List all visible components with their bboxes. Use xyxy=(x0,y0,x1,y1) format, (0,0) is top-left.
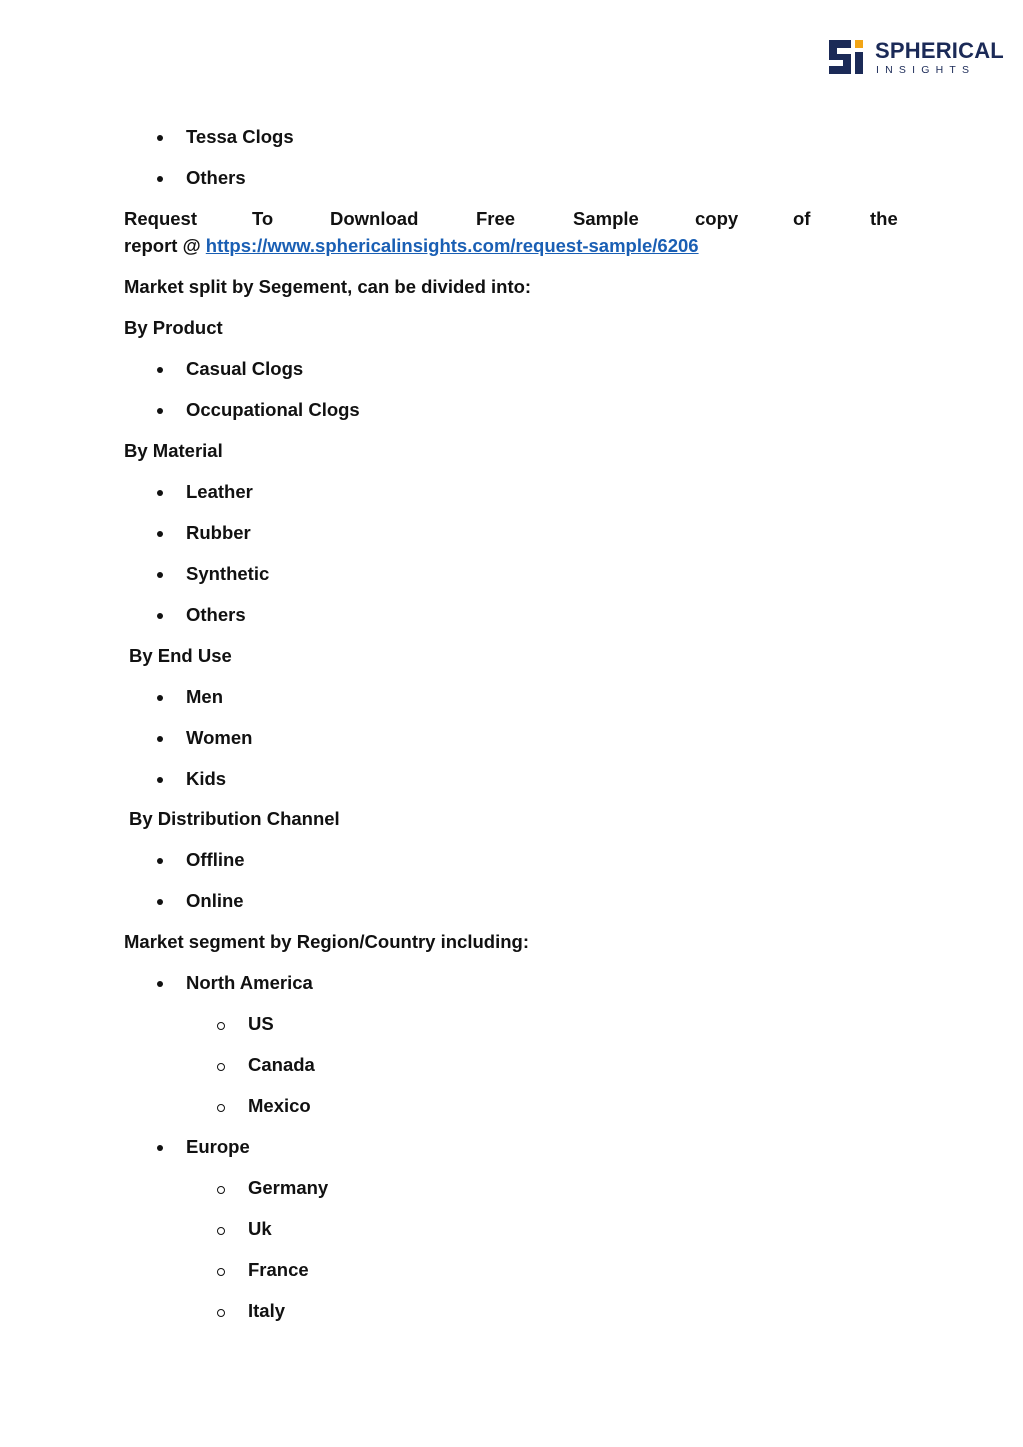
list-item-synthetic: Synthetic xyxy=(186,563,270,584)
bullet-icon xyxy=(157,899,163,905)
list-item-france: France xyxy=(248,1259,309,1280)
request-word: Download xyxy=(330,208,419,229)
request-word: To xyxy=(252,208,274,229)
bullet-icon xyxy=(157,858,163,864)
market-split-heading: Market split by Segement, can be divided into: xyxy=(124,276,532,297)
list-item-others: Others xyxy=(186,604,246,625)
region-heading: Market segment by Region/Country including: xyxy=(124,931,529,952)
list-item-europe: Europe xyxy=(186,1136,250,1157)
by-material-heading: By Material xyxy=(124,440,223,461)
bullet-icon xyxy=(157,531,163,537)
by-end-use-heading: By End Use xyxy=(129,645,232,666)
list-item-casual-clogs: Casual Clogs xyxy=(186,358,304,379)
sub-bullet-icon xyxy=(217,1104,225,1112)
list-item-women: Women xyxy=(186,727,253,748)
list-item-mexico: Mexico xyxy=(248,1095,311,1116)
list-item-online: Online xyxy=(186,890,244,911)
bullet-icon xyxy=(157,367,163,373)
list-item-germany: Germany xyxy=(248,1177,329,1198)
list-item-rubber: Rubber xyxy=(186,522,251,543)
report-prefix: report @ xyxy=(124,235,206,256)
list-item-us: US xyxy=(248,1013,274,1034)
list-item-offline: Offline xyxy=(186,849,245,870)
bullet-icon xyxy=(157,1145,163,1151)
spherical-insights-logo xyxy=(829,38,1004,76)
request-word: Sample xyxy=(573,208,639,229)
bullet-icon xyxy=(157,490,163,496)
sub-bullet-icon xyxy=(217,1022,225,1030)
request-word: Request xyxy=(124,208,197,229)
list-item-occupational-clogs: Occupational Clogs xyxy=(186,399,360,420)
list-item-north-america: North America xyxy=(186,972,313,993)
bullet-icon xyxy=(157,613,163,619)
report-line xyxy=(124,235,699,257)
by-product-heading: By Product xyxy=(124,317,223,338)
request-word: Free xyxy=(476,208,516,229)
sub-bullet-icon xyxy=(217,1063,225,1071)
logo-name: SPHERICAL xyxy=(875,38,1004,63)
list-item-men: Men xyxy=(186,686,223,707)
request-word: copy xyxy=(695,208,739,229)
request-word: of xyxy=(793,208,811,229)
list-item-others: Others xyxy=(186,167,246,188)
bullet-icon xyxy=(157,572,163,578)
bullet-icon xyxy=(157,695,163,701)
request-word: the xyxy=(870,208,898,229)
sub-bullet-icon xyxy=(217,1309,225,1317)
logo-mark-icon xyxy=(829,40,865,74)
logo-subtitle: INSIGHTS xyxy=(876,64,976,76)
bullet-icon xyxy=(157,777,163,783)
sub-bullet-icon xyxy=(217,1268,225,1276)
list-item-canada: Canada xyxy=(248,1054,315,1075)
bullet-icon xyxy=(157,736,163,742)
bullet-icon xyxy=(157,135,163,141)
request-sample-link[interactable]: https://www.sphericalinsights.com/request-sample/6206 xyxy=(205,235,699,256)
bullet-icon xyxy=(157,408,163,414)
bullet-icon xyxy=(157,981,163,987)
list-item-italy: Italy xyxy=(248,1300,286,1321)
list-item-tessa-clogs: Tessa Clogs xyxy=(186,126,294,147)
bullet-icon xyxy=(157,176,163,182)
list-item-leather: Leather xyxy=(186,481,253,502)
by-distribution-channel-heading: By Distribution Channel xyxy=(129,808,340,829)
sub-bullet-icon xyxy=(217,1227,225,1235)
list-item-uk: Uk xyxy=(248,1218,272,1239)
list-item-kids: Kids xyxy=(186,768,227,789)
sub-bullet-icon xyxy=(217,1186,225,1194)
